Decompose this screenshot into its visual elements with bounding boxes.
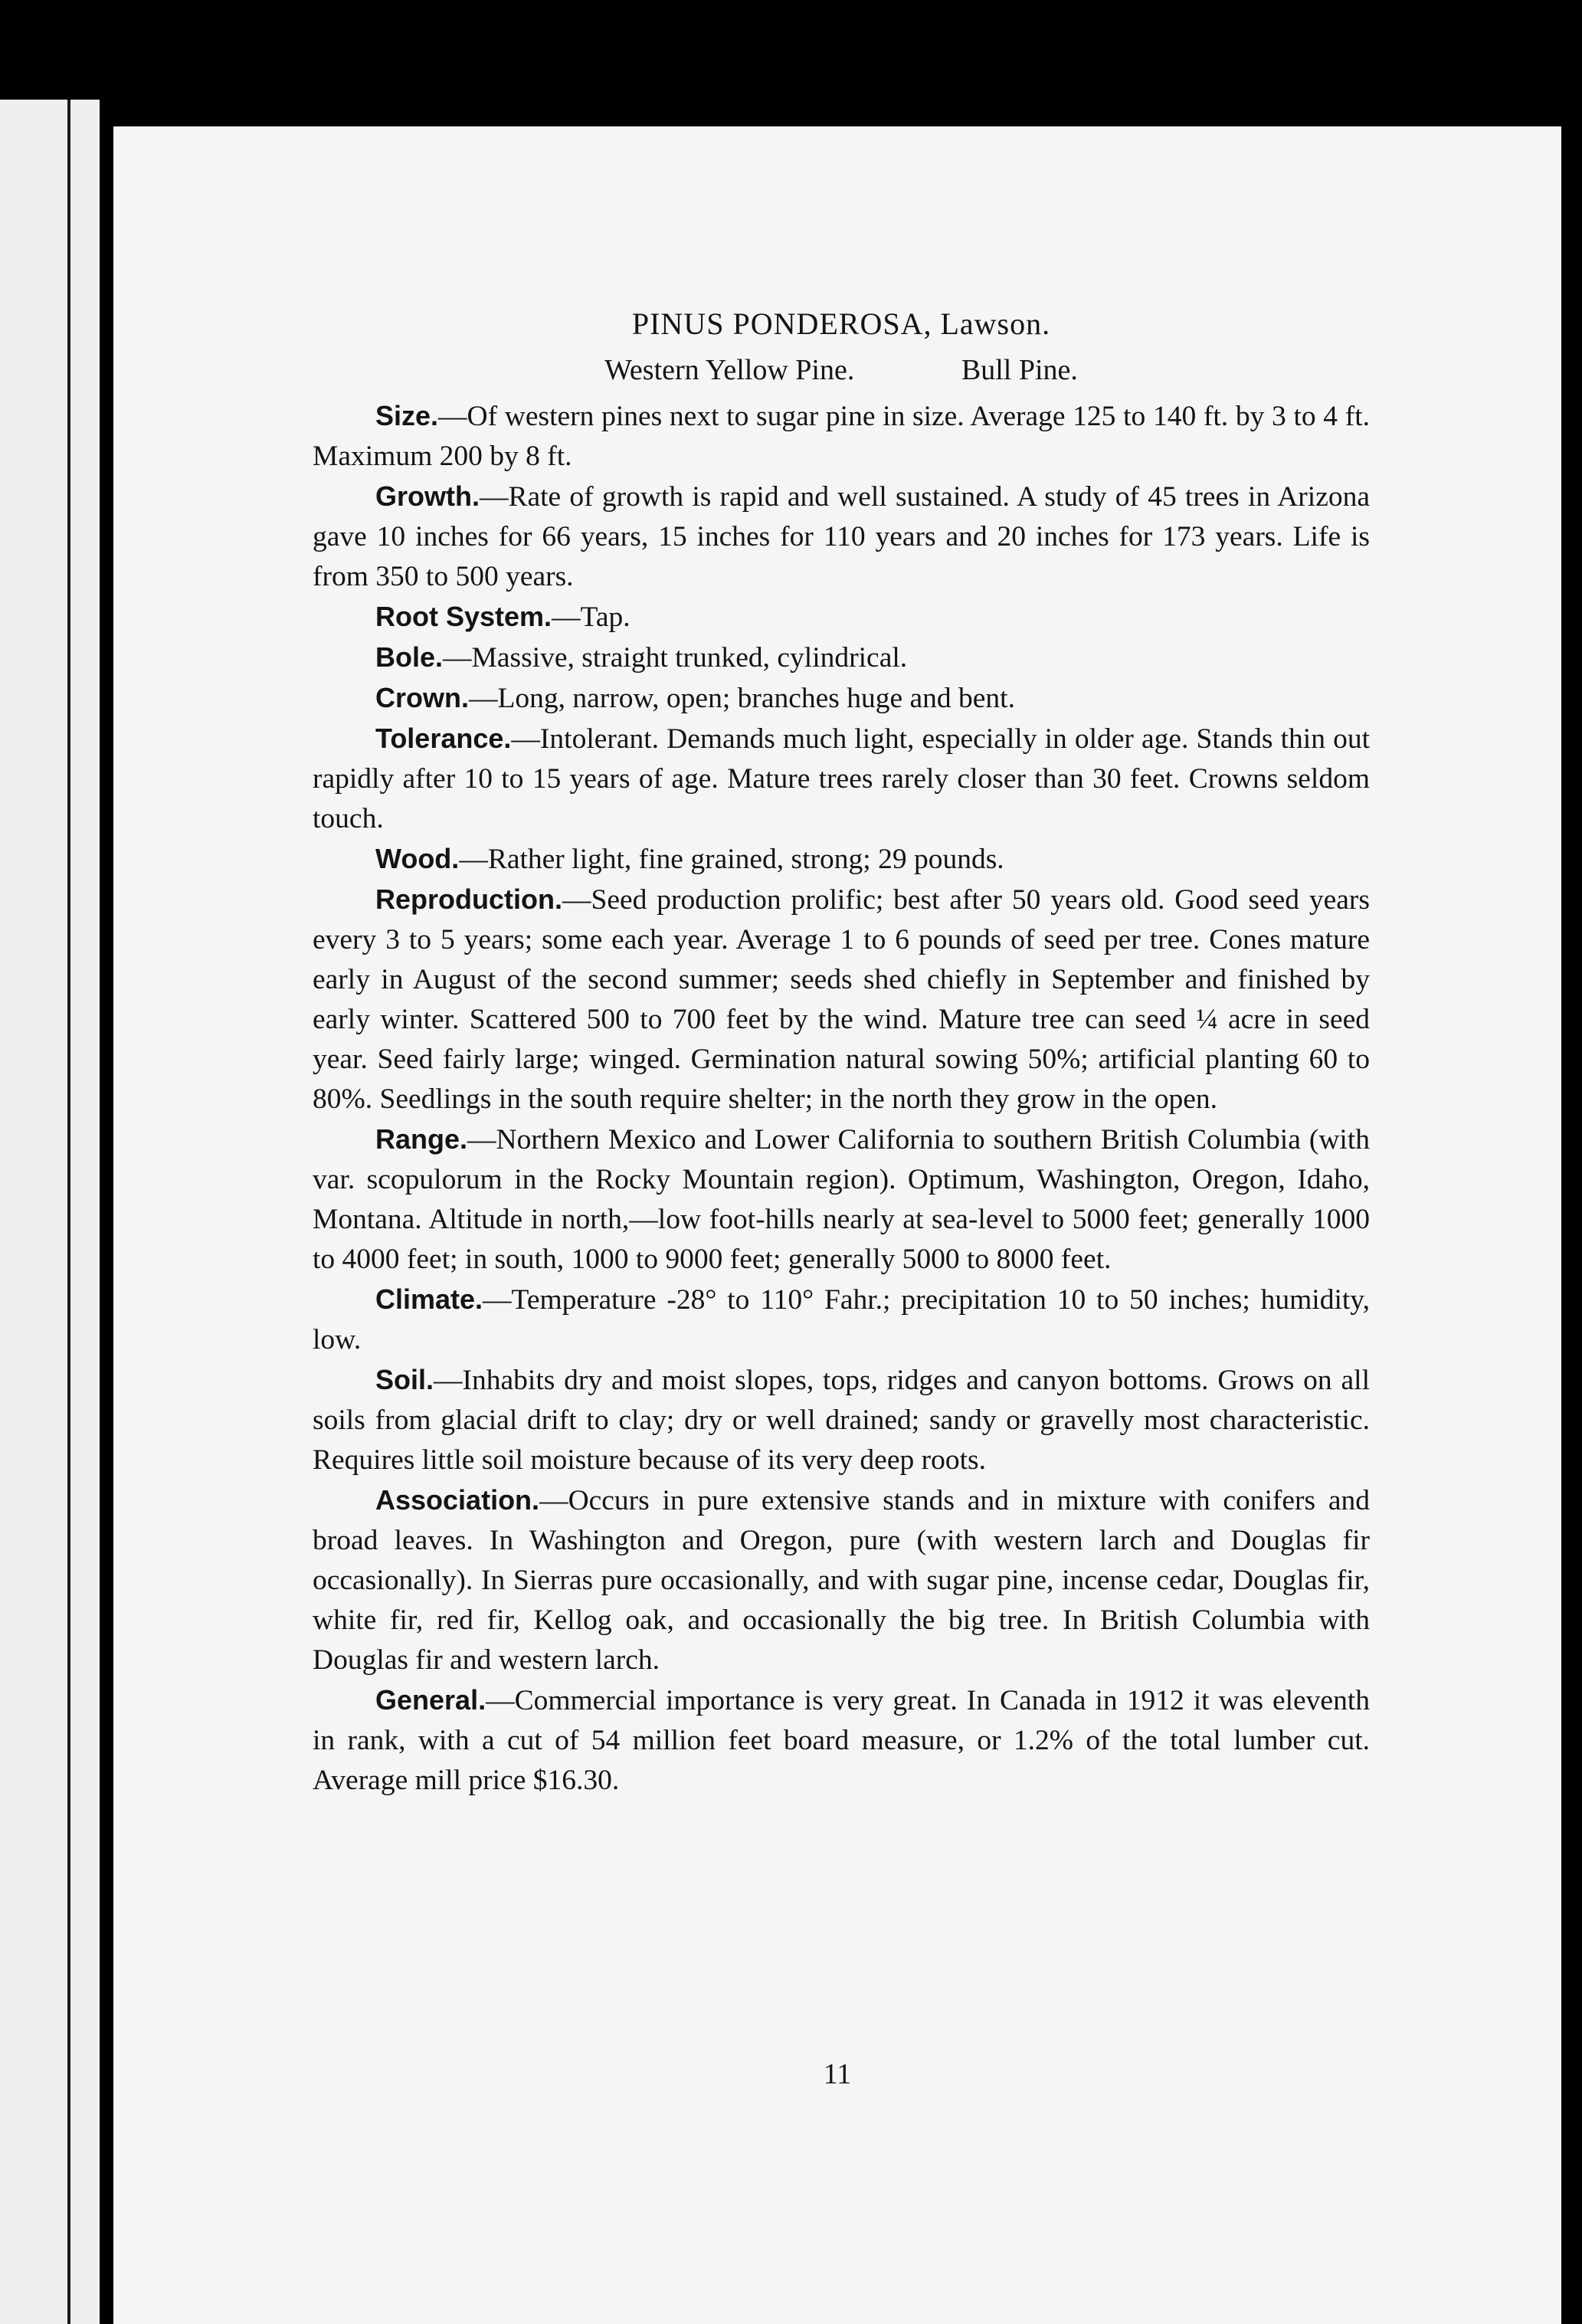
- entry-text: —Rather light, fine grained, strong; 29 pounds.: [459, 844, 1004, 875]
- entry-text: —Seed production prolific; best after 50 years old. Good seed years every 3 to 5 years; some each year. Average 1 to 6 pounds of seed per tree. Cones mature early in August of the second summer; seeds shed chiefly in September and finished by early winter. Scattered 500 to 700 feet by the wind. Mature tree can seed ¼ acre in seed year. Seed fairly large; winged. Germination natural sowing 50%; artificial planting 60 to 80%. Seedlings in the south require shelter; in the north they grow in the open.: [313, 884, 1370, 1115]
- entry-crown: [313, 678, 1370, 719]
- entry-heading: Reproduction.: [375, 883, 562, 915]
- entry-text: —Long, narrow, open; branches huge and bent.: [469, 683, 1015, 714]
- entry-heading: Crown.: [375, 682, 469, 713]
- page-number: 11: [823, 2058, 852, 2090]
- entry-text: —Commercial importance is very great. In Canada in 1912 it was eleventh in rank, with a cut of 54 million feet board measure, or 1.2% of the total lumber cut. Average mill price $16.30.: [313, 1685, 1370, 1796]
- entry-text: —Tap.: [552, 601, 631, 633]
- entry-heading: Association.: [375, 1484, 540, 1516]
- entry-size: [313, 396, 1370, 477]
- entry-range: [313, 1119, 1370, 1280]
- entry-tolerance: [313, 719, 1370, 839]
- entry-heading: General.: [375, 1684, 486, 1716]
- entry-reproduction: [313, 880, 1370, 1119]
- entry-heading: Climate.: [375, 1283, 483, 1315]
- entry-root-system: [313, 597, 1370, 638]
- entry-text: —Intolerant. Demands much light, especially in older age. Stands thin out rapidly after 10 to 15 years of age. Mature trees rarely closer than 30 feet. Crowns seldom touch.: [313, 723, 1370, 834]
- entry-text: —Rate of growth is rapid and well sustained. A study of 45 trees in Arizona gave 10 inches for 66 years, 15 inches for 110 years and 20 inches for 173 years. Life is from 350 to 500 years.: [313, 481, 1370, 592]
- entry-heading: Growth.: [375, 480, 480, 512]
- entry-soil: [313, 1360, 1370, 1480]
- entry-text: —Of western pines next to sugar pine in size. Average 125 to 140 ft. by 3 to 4 ft. Maximum 200 by 8 ft.: [313, 401, 1370, 472]
- common-name-bull-pine: Bull Pine.: [961, 354, 1078, 386]
- entry-bole: [313, 638, 1370, 678]
- entry-heading: Size.: [375, 400, 439, 431]
- entry-wood: [313, 839, 1370, 880]
- entry-climate: [313, 1280, 1370, 1360]
- entry-text: —Occurs in pure extensive stands and in mixture with conifers and broad leaves. In Washington and Oregon, pure (with western larch and Douglas fir occasionally). In Sierras pure occasionally, and with sugar pine, incense cedar, Douglas fir, white fir, red fir, Kellog oak, and occasionally the big tree. In British Columbia with Douglas fir and western larch.: [313, 1485, 1370, 1676]
- species-title: PINUS PONDEROSA, Lawson.: [631, 306, 1051, 341]
- common-name-western-yellow-pine: Western Yellow Pine.: [604, 354, 855, 386]
- common-names: [313, 349, 1370, 392]
- entry-heading: Tolerance.: [375, 723, 512, 754]
- entry-heading: Range.: [375, 1123, 468, 1155]
- previous-page-edge: [0, 100, 100, 2324]
- entry-heading: Soil.: [375, 1364, 434, 1395]
- entry-heading: Root System.: [375, 601, 552, 632]
- entry-text: —Massive, straight trunked, cylindrical.: [443, 642, 908, 674]
- page-content: [313, 303, 1370, 1801]
- entry-heading: Wood.: [375, 843, 460, 874]
- entry-general: [313, 1680, 1370, 1801]
- entry-growth: [313, 477, 1370, 597]
- entry-text: —Temperature -28° to 110° Fahr.; precipitation 10 to 50 inches; humidity, low.: [313, 1284, 1370, 1355]
- entry-text: —Inhabits dry and moist slopes, tops, ridges and canyon bottoms. Grows on all soils from glacial drift to clay; dry or well drained; sandy or gravelly most characteristic. Requires little soil moisture because of its very deep roots.: [313, 1365, 1370, 1476]
- entry-text: —Northern Mexico and Lower California to southern British Columbia (with var. scopulorum in the Rocky Mountain region). Optimum, Washington, Oregon, Idaho, Montana. Altitude in north,—low foot-hills nearly at sea-level to 5000 feet; generally 1000 to 4000 feet; in south, 1000 to 9000 feet; generally 5000 to 8000 feet.: [313, 1124, 1370, 1275]
- entry-association: [313, 1480, 1370, 1680]
- book-page: [113, 126, 1561, 2324]
- entry-heading: Bole.: [375, 641, 444, 673]
